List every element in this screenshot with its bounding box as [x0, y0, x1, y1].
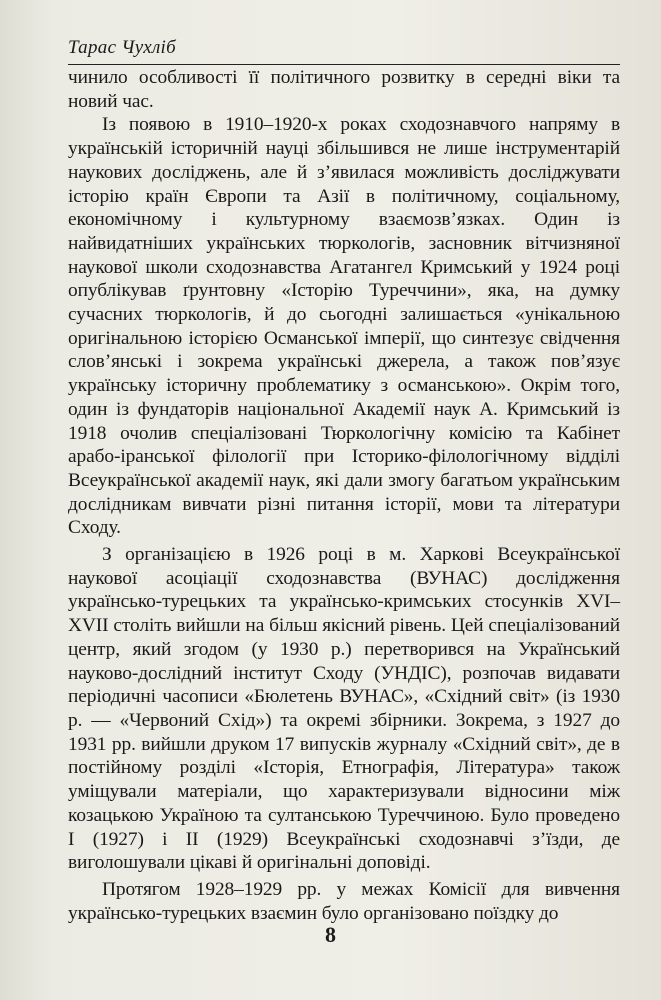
- paragraph: Протягом 1928–1929 рр. у межах Комісії для вивчення українсько-турецьких взаємин було організовано поїздку до: [68, 878, 620, 924]
- paragraph: З організацією в 1926 році в м. Харкові Всеукраїнської наукової асоціації сходознавства (ВУНАС) дослідження українсько-турецьких та українсько-кримських стосунків XVI–XVII століть вийшли на більш якісний рівень. Цей спеціалізований центр, який згодом (у 1930 р.) перетворився на Український науково-дослідний інститут Сходу (УНДІС), розпочав видавати періодичні часописи «Бюлетень ВУНАС», «Східний світ» (із 1930 р. — «Червоний Схід») та окремі збірники. Зокрема, з 1927 до 1931 рр. вийшли друком 17 випусків журналу «Східний світ», де в постійному розділі «Історія, Етнографія, Література» також уміщували матеріали, що характеризували відносини між козацькою Україною та султанською Туреччиною. Було проведено I (1927) і II (1929) Всеукраїнські сходознавчі з’їзди, де виголошували цікаві й оригінальні доповіді.: [68, 544, 620, 874]
- page-number: 8: [325, 922, 336, 947]
- author-name: Тарас Чухліб: [68, 37, 176, 58]
- running-head: [68, 34, 620, 65]
- body-text: [68, 66, 620, 925]
- paragraph: Із появою в 1910–1920-х роках сходознавчого напряму в українській історичній науці збільшився не лише інструментарій наукових досліджень, але й з’явилася можливість досліджувати історію країн Європи та Азії в політичному, соціальному, економічному і культурному взаємозв’язках. Один із найвидатніших українських тюркологів, засновник вітчизняної наукової школи сходознавства Агатангел Кримський у 1924 році опублікував ґрунтовну «Історію Туреччини», яка, на думку сучасних тюркологів, й до сьогодні залишається «унікальною оригінальною історією Османської імперії, що синтезує свідчення слов’янські і зокрема українські джерела, а також пов’язує українську історичну проблематику з османською». Окрім того, один із фундаторів національної Академії наук А. Кримський із 1918 очолив спеціалізовані Тюркологічну комісію та Кабінет арабо-іранської філології при Історико-філологічному відділі Всеукраїнської академії наук, які дали змогу багатьом українським дослідникам вивчати різні питання історії, мови та літератури Сходу.: [68, 114, 620, 539]
- paragraph-continuation: чинило особливості її політичного розвитку в середні віки та новий час.: [68, 67, 620, 112]
